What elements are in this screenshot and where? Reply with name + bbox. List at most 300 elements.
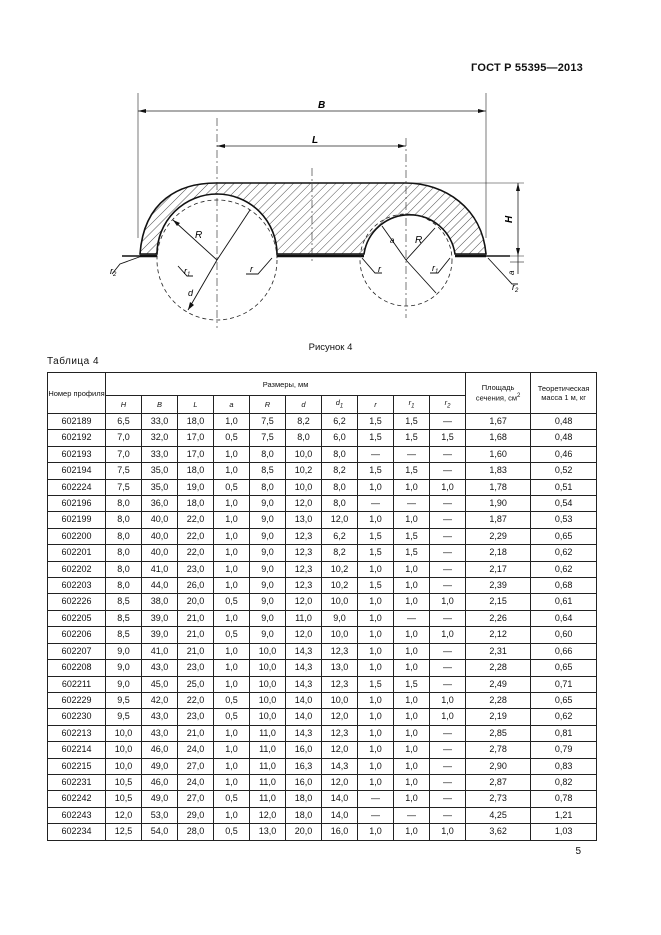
table-cell: 13,0 [286,512,322,528]
subheader-cell: a [214,396,250,414]
table-cell: 602206 [48,627,106,643]
table-cell: 602229 [48,692,106,708]
table-cell: 1,0 [358,594,394,610]
table-cell: 7,0 [106,446,142,462]
table-cell: 11,0 [286,610,322,626]
table-cell: 1,0 [214,446,250,462]
table-cell: — [358,496,394,512]
table-cell: 602199 [48,512,106,528]
table-cell: 0,62 [531,561,597,577]
table-cell: 10,0 [250,660,286,676]
table-cell: 10,2 [286,463,322,479]
table-cell: 12,0 [322,512,358,528]
table-cell: 1,0 [394,643,430,659]
table-cell: 21,0 [178,643,214,659]
table-cell: 14,3 [286,725,322,741]
table-cell: 7,5 [250,430,286,446]
table-cell: 23,0 [178,660,214,676]
header-dimensions: Размеры, мм [106,373,466,396]
table-cell: 1,5 [394,414,430,430]
header-profile: Номер профиля [48,373,106,414]
figure-caption: Рисунок 4 [308,342,353,353]
table-cell: 1,5 [358,430,394,446]
table-cell: 1,0 [214,496,250,512]
table-cell: 40,0 [142,528,178,544]
table-cell: 7,5 [106,463,142,479]
table-cell: 12,3 [286,561,322,577]
table-cell: 12,0 [286,594,322,610]
table-row [48,774,597,790]
table-cell: 1,0 [214,742,250,758]
table-cell: 2,15 [466,594,531,610]
table-cell: 22,0 [178,528,214,544]
table-cell: 9,0 [250,528,286,544]
table-cell: 12,3 [286,545,322,561]
table-cell: 1,5 [358,545,394,561]
table-cell: 1,0 [214,676,250,692]
table-row [48,479,597,495]
table-cell: 1,0 [214,463,250,479]
r1-left-label: $r_1$ [184,266,191,278]
table-row [48,578,597,594]
table-cell: 2,78 [466,742,531,758]
table-cell: 12,0 [322,709,358,725]
table-cell: 0,65 [531,528,597,544]
table-cell: 46,0 [142,774,178,790]
table-row [48,742,597,758]
table-cell: 40,0 [142,512,178,528]
table-cell: — [430,463,466,479]
table-cell: — [430,643,466,659]
table-cell: 602193 [48,446,106,462]
table-cell: 9,0 [106,660,142,676]
table-cell: 10,0 [106,742,142,758]
table-cell: 11,0 [250,774,286,790]
table-cell: 42,0 [142,692,178,708]
table-cell: 0,68 [531,578,597,594]
table-cell: 1,0 [214,643,250,659]
profile-section [140,183,486,254]
table-cell: 10,5 [106,791,142,807]
table-cell: 1,5 [358,528,394,544]
dim-a2-label: a [390,236,395,245]
table-cell: 12,3 [322,725,358,741]
table-cell: — [394,496,430,512]
subheader-cell: H [106,396,142,414]
table-cell: 18,0 [178,463,214,479]
table-row [48,446,597,462]
table-cell: 1,03 [531,824,597,840]
table-cell: 0,5 [214,791,250,807]
page-number: 5 [575,846,581,857]
table-cell: 1,0 [358,561,394,577]
table-cell: 10,0 [286,479,322,495]
table-cell: 1,0 [430,594,466,610]
table-cell: 1,5 [358,578,394,594]
table-cell: 27,0 [178,758,214,774]
table-cell: 6,2 [322,414,358,430]
table-cell: 2,19 [466,709,531,725]
table-cell: 40,0 [142,545,178,561]
table-cell: — [430,676,466,692]
dim-L-label: L [312,135,319,146]
table-cell: 1,0 [214,512,250,528]
table-cell: 23,0 [178,561,214,577]
table-cell: 25,0 [178,676,214,692]
table-cell: 1,0 [430,709,466,725]
table-cell: 7,5 [106,479,142,495]
table-cell: 11,0 [250,742,286,758]
table-cell: 0,5 [214,594,250,610]
table-cell: 12,5 [106,824,142,840]
table-cell: 0,48 [531,430,597,446]
table-cell: 21,0 [178,725,214,741]
table-row [48,660,597,676]
table-cell: 1,5 [358,414,394,430]
table-cell: 10,0 [322,627,358,643]
table-cell: 602231 [48,774,106,790]
table-cell: 1,0 [358,692,394,708]
subheader-cell: $r_2$ [430,396,466,414]
table-cell: 1,0 [358,774,394,790]
table-cell: 10,2 [322,561,358,577]
table-cell: — [430,660,466,676]
table-cell: 2,73 [466,791,531,807]
table-cell: — [358,446,394,462]
table-cell: 10,0 [106,725,142,741]
table-cell: 12,0 [286,496,322,512]
table-cell: 13,0 [250,824,286,840]
table-cell: 24,0 [178,742,214,758]
table-cell: 602215 [48,758,106,774]
table-cell: 38,0 [142,594,178,610]
table-cell: 53,0 [142,807,178,823]
table-cell: 19,0 [178,479,214,495]
table-cell: 1,87 [466,512,531,528]
table-cell: 9,0 [250,561,286,577]
table-cell: 49,0 [142,758,178,774]
table-cell: 0,65 [531,692,597,708]
table-cell: 602211 [48,676,106,692]
table-cell: 2,26 [466,610,531,626]
table-cell: 33,0 [142,414,178,430]
table-cell: 0,61 [531,594,597,610]
table-cell: 14,0 [322,807,358,823]
table-row [48,676,597,692]
table-cell: 6,5 [106,414,142,430]
table-cell: 602208 [48,660,106,676]
table-row [48,528,597,544]
r-right-label: r [378,264,381,274]
table-cell: 9,0 [106,676,142,692]
table-row [48,545,597,561]
table-cell: 1,5 [430,430,466,446]
table-cell: — [394,610,430,626]
table-cell: 28,0 [178,824,214,840]
table-cell: 602200 [48,528,106,544]
table-cell: 1,68 [466,430,531,446]
table-cell: 1,0 [358,627,394,643]
table-cell: 43,0 [142,725,178,741]
table-cell: 29,0 [178,807,214,823]
table-cell: 602207 [48,643,106,659]
table-cell: 602189 [48,414,106,430]
table-cell: 8,2 [322,545,358,561]
table-cell: 1,0 [394,774,430,790]
table-cell: — [430,545,466,561]
r1-right-label: $r_1$ [432,263,439,275]
table-cell: 8,5 [106,610,142,626]
table-cell: — [430,561,466,577]
subheader-cell: L [178,396,214,414]
table-cell: 10,0 [250,643,286,659]
table-body [48,414,597,841]
table-cell: 10,0 [106,758,142,774]
table-cell: 2,85 [466,725,531,741]
table-cell: 54,0 [142,824,178,840]
table-cell: 1,0 [358,479,394,495]
table-cell: 602226 [48,594,106,610]
table-cell: 1,5 [394,528,430,544]
table-cell: 1,0 [358,742,394,758]
dim-a-label: a [507,270,516,275]
table-row [48,692,597,708]
table-cell: 12,3 [286,578,322,594]
table-cell: 0,48 [531,414,597,430]
table-cell: 12,3 [322,643,358,659]
table-cell: 1,0 [358,758,394,774]
table-cell: 0,82 [531,774,597,790]
table-cell: 8,0 [106,496,142,512]
table-row [48,496,597,512]
table-cell: 1,0 [214,774,250,790]
table-cell: 602203 [48,578,106,594]
table-cell: 1,0 [214,545,250,561]
table-cell: 2,87 [466,774,531,790]
table-cell: 1,0 [214,610,250,626]
table-cell: 6,2 [322,528,358,544]
table-cell: 8,0 [106,528,142,544]
table-cell: — [430,496,466,512]
table-cell: 1,0 [394,709,430,725]
table-cell: 1,0 [394,479,430,495]
table-cell: 18,0 [178,414,214,430]
table-cell: 9,0 [250,545,286,561]
table-cell: 1,0 [394,578,430,594]
table-cell: 8,0 [286,430,322,446]
table-cell: 0,66 [531,643,597,659]
table-cell: 22,0 [178,512,214,528]
table-cell: 2,39 [466,578,531,594]
table-cell: 44,0 [142,578,178,594]
dim-B-label: B [318,100,326,111]
table-cell: 1,90 [466,496,531,512]
table-cell: 602224 [48,479,106,495]
table-cell: — [430,742,466,758]
table-cell: 16,0 [286,742,322,758]
table-row [48,463,597,479]
table-cell: 46,0 [142,742,178,758]
table-cell: 602192 [48,430,106,446]
table-cell: 36,0 [142,496,178,512]
table-cell: 1,0 [214,561,250,577]
table-cell: 18,0 [286,807,322,823]
table-cell: 1,60 [466,446,531,462]
table-cell: 3,62 [466,824,531,840]
table-cell: 12,0 [322,774,358,790]
table-cell: 10,0 [322,594,358,610]
table-cell: 0,5 [214,709,250,725]
table-cell: 9,0 [250,496,286,512]
table-cell: 0,54 [531,496,597,512]
table-cell: — [430,528,466,544]
table-cell: 8,0 [322,479,358,495]
table-cell: — [430,807,466,823]
table-cell: 1,0 [430,627,466,643]
table-cell: — [430,446,466,462]
table-cell: 8,0 [322,446,358,462]
table-row [48,824,597,840]
table-cell: 16,3 [286,758,322,774]
table-cell: 8,0 [106,561,142,577]
table-cell: 1,0 [394,742,430,758]
table-cell: 602202 [48,561,106,577]
table-cell: 1,5 [394,463,430,479]
table-cell: 9,0 [106,643,142,659]
table-cell: 1,0 [214,725,250,741]
table-cell: 27,0 [178,791,214,807]
table-cell: 2,31 [466,643,531,659]
standard-header: ГОСТ Р 55395—2013 [471,62,583,74]
table-cell: 0,5 [214,692,250,708]
table-cell: 23,0 [178,709,214,725]
table-cell: 2,18 [466,545,531,561]
table-cell: 10,0 [250,676,286,692]
table-cell: 0,5 [214,627,250,643]
table-cell: 1,0 [394,791,430,807]
table-cell: 1,0 [394,512,430,528]
table-cell: 2,28 [466,692,531,708]
subheader-cell: r [358,396,394,414]
header-mass: Теоретическая масса 1 м, кг [531,373,597,414]
table-cell: 43,0 [142,709,178,725]
subheader-cell: d [286,396,322,414]
subheader-cell: $r_1$ [394,396,430,414]
table-row [48,512,597,528]
table-cell: 0,46 [531,446,597,462]
table-cell: 11,0 [250,791,286,807]
table-cell: 8,0 [106,578,142,594]
table-cell: 10,2 [322,578,358,594]
table-cell: 14,3 [286,660,322,676]
table-cell: — [430,414,466,430]
table-cell: 32,0 [142,430,178,446]
table-row [48,561,597,577]
radius-R-left-label: R [195,230,203,241]
table-cell: 12,0 [322,742,358,758]
diameter-d-label: d [188,288,194,298]
profile-drawing [100,88,540,338]
table-cell: 602201 [48,545,106,561]
table-cell: 1,0 [394,561,430,577]
table-cell: 12,0 [250,807,286,823]
table-cell: 10,0 [250,709,286,725]
table-cell: 9,0 [322,610,358,626]
table-cell: 49,0 [142,791,178,807]
table-cell: 12,0 [286,627,322,643]
table-cell: 7,5 [250,414,286,430]
table-cell: 21,0 [178,627,214,643]
header-area: Площадь сечения, $см^2$ [466,373,531,414]
table-cell: 14,3 [322,758,358,774]
table-cell: 14,0 [286,692,322,708]
table-cell: 22,0 [178,545,214,561]
table-cell: 22,0 [178,692,214,708]
table-cell: 1,0 [394,725,430,741]
table-row [48,430,597,446]
table-cell: 8,2 [322,463,358,479]
table-cell: 602242 [48,791,106,807]
table-cell: 1,5 [358,463,394,479]
table-cell: 1,0 [430,692,466,708]
table-cell: — [358,791,394,807]
table-cell: 1,0 [214,578,250,594]
table-cell: 16,0 [286,774,322,790]
table-cell: 1,0 [394,692,430,708]
table-cell: 8,0 [106,512,142,528]
table-cell: — [430,512,466,528]
table-cell: 11,0 [250,758,286,774]
table-cell: 1,0 [430,479,466,495]
table-cell: 13,0 [322,660,358,676]
table-cell: 1,0 [214,807,250,823]
table-cell: 9,0 [250,627,286,643]
table-cell: 602194 [48,463,106,479]
table-cell: 0,5 [214,430,250,446]
table-cell: 1,0 [394,627,430,643]
table-cell: 0,51 [531,479,597,495]
table-cell: 0,71 [531,676,597,692]
table-cell: — [394,807,430,823]
table-row [48,594,597,610]
table-cell: 9,5 [106,709,142,725]
table-row [48,610,597,626]
table-cell: 10,0 [322,692,358,708]
table-cell: 4,25 [466,807,531,823]
table-caption: Таблица 4 [47,356,100,367]
table-cell: 1,21 [531,807,597,823]
table-cell: 602196 [48,496,106,512]
table-cell: 8,0 [106,545,142,561]
table-cell: 24,0 [178,774,214,790]
table-cell: 9,0 [250,512,286,528]
table-cell: 35,0 [142,479,178,495]
table-cell: 2,49 [466,676,531,692]
table-cell: 14,0 [322,791,358,807]
table-cell: 1,0 [394,824,430,840]
table-cell: 0,62 [531,709,597,725]
table-cell: 602243 [48,807,106,823]
table-cell: 1,0 [358,709,394,725]
table-cell: 1,0 [214,414,250,430]
table-cell: 1,0 [430,824,466,840]
table-cell: 1,83 [466,463,531,479]
table-cell: 20,0 [286,824,322,840]
table-cell: 1,0 [394,594,430,610]
table-cell: 33,0 [142,446,178,462]
table-cell: 0,78 [531,791,597,807]
table-cell: 8,5 [250,463,286,479]
